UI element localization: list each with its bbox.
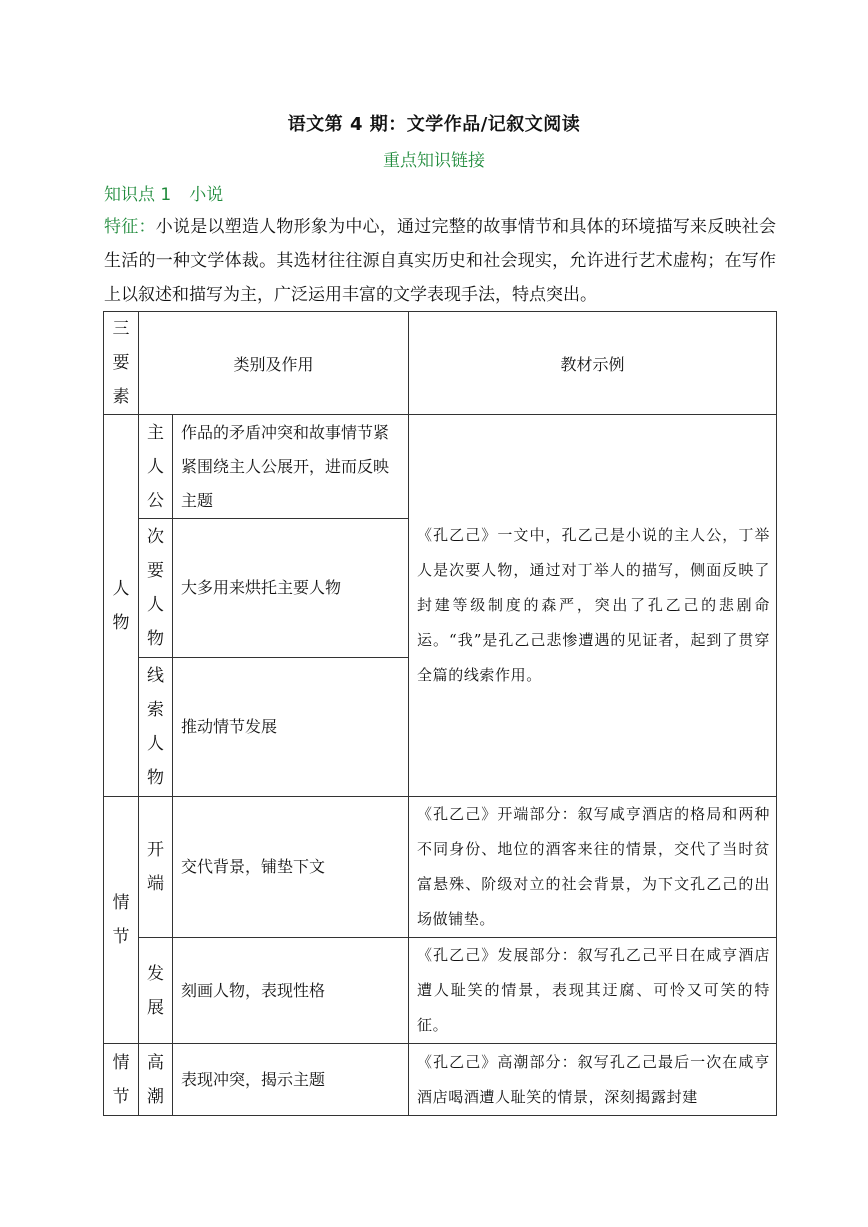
exposition-example: 《孔乙己》开端部分：叙写咸亨酒店的格局和两种不同身份、地位的酒客来往的情景，交代了当时贫富悬殊、阶级对立的社会背景，为下文孔乙己的出场做铺垫。 [409, 797, 777, 938]
intro-paragraph [104, 210, 776, 312]
character-example-cell: 《孔乙己》一文中，孔乙己是小说的主人公，丁举人是次要人物，通过对丁举人的描写，侧面反映了封建等级制度的森严，突出了孔乙己的悲剧命运。“我”是孔乙己悲惨遭遇的见证者，起到了贯穿全篇的线索作用。 [409, 415, 777, 797]
development-cell: 发 展 [139, 938, 173, 1044]
exposition-desc: 交代背景，铺垫下文 [173, 797, 409, 938]
plot-group-cell-continued: 情 节 [104, 1044, 139, 1116]
knowledge-point-label: 知识点 1 [104, 185, 172, 205]
knowledge-point-heading [104, 180, 223, 205]
knowledge-point-name: 小说 [189, 185, 224, 205]
table-row [104, 415, 777, 519]
clue-character-cell: 线 索 人 物 [139, 658, 173, 797]
table-header-row [104, 312, 777, 415]
secondary-character-desc: 大多用来烘托主要人物 [173, 519, 409, 658]
novel-elements-table [103, 311, 777, 1116]
table-row [104, 797, 777, 938]
development-desc: 刻画人物，表现性格 [173, 938, 409, 1044]
character-group-cell: 人 物 [104, 415, 139, 797]
exposition-cell: 开 端 [139, 797, 173, 938]
clue-character-desc: 推动情节发展 [173, 658, 409, 797]
protagonist-desc: 作品的矛盾冲突和故事情节紧紧围绕主人公展开，进而反映主题 [173, 415, 409, 519]
secondary-character-cell: 次 要 人 物 [139, 519, 173, 658]
table-row [104, 938, 777, 1044]
section-subtitle: 重点知识链接 [383, 151, 485, 171]
development-example: 《孔乙己》发展部分：叙写孔乙己平日在咸亨酒店遭人耻笑的情景，表现其迂腐、可怜又可笑的特征。 [409, 938, 777, 1044]
header-category-cell: 类别及作用 [139, 312, 409, 415]
table-row [104, 1044, 777, 1116]
intro-text: 小说是以塑造人物形象为中心，通过完整的故事情节和具体的环境描写来反映社会生活的一种文学体裁。其选材往往源自真实历史和社会现实，允许进行艺术虚构；在写作上以叙述和描写为主，广泛运用丰富的文学表现手法，特点突出。 [104, 217, 777, 305]
header-example-cell: 教材示例 [409, 312, 777, 415]
header-elements-cell: 三 要 素 [104, 312, 139, 415]
climax-desc: 表现冲突，揭示主题 [173, 1044, 409, 1116]
document-title: 语文第 4 期：文学作品/记叙文阅读 [287, 114, 581, 135]
plot-group-cell: 情 节 [104, 797, 139, 1044]
intro-label: 特征： [104, 217, 156, 237]
protagonist-cell: 主 人 公 [139, 415, 173, 519]
climax-example: 《孔乙己》高潮部分：叙写孔乙己最后一次在咸亨酒店喝酒遭人耻笑的情景，深刻揭露封建 [409, 1044, 777, 1116]
climax-cell: 高 潮 [139, 1044, 173, 1116]
